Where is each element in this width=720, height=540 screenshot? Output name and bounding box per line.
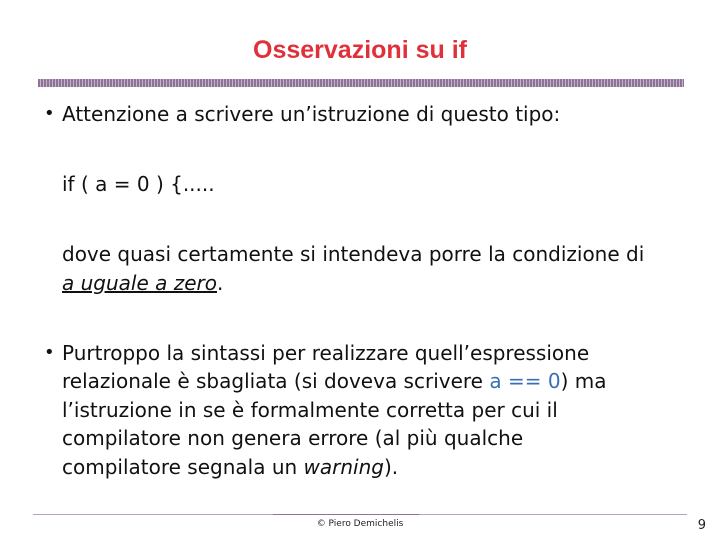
bullet-2-line-1: Purtroppo la sintassi per realizzare quell’espressione (62, 341, 590, 365)
bullet-2-line-3: l’istruzione in se è formalmente corretta per cui il (62, 398, 558, 422)
footer-copyright: © Piero Demichelis (316, 519, 404, 529)
bullet-1-line-4 (62, 271, 223, 295)
code-correct: a == 0 (489, 369, 561, 393)
bullet-1-marker: • (44, 103, 55, 124)
page-number: 9 (697, 518, 706, 533)
bullet-1-line-3: dove quasi certamente si intendeva porre la condizione di (62, 242, 645, 266)
bullet-2-line-5 (62, 455, 398, 479)
code-prefix: if ( a (62, 172, 114, 196)
code-suffix: 0 ) {..... (130, 172, 215, 196)
line-5-start: compilatore segnala un (62, 455, 304, 479)
code-example (62, 172, 215, 196)
period: . (217, 271, 224, 295)
slide-title: Osservazioni su if (253, 36, 467, 64)
bullet-2-line-4: compilatore non genera errore (al più qualche (62, 426, 524, 450)
title-underline-bar (38, 79, 684, 87)
italic-phrase: a uguale a zero (62, 271, 218, 295)
line-5-end: ). (384, 455, 399, 479)
line-2-start: relazionale è sbagliata (si doveva scrivere (62, 369, 490, 393)
italic-warning: warning (303, 455, 384, 479)
code-assign-operator: = (113, 172, 131, 196)
footer-divider-accent (273, 514, 419, 515)
bullet-2-line-2 (62, 369, 606, 393)
line-2-end: ) ma (560, 369, 607, 393)
bullet-1-line-1: Attenzione a scrivere un’istruzione di questo tipo: (62, 102, 561, 126)
bullet-2-marker: • (44, 342, 55, 363)
